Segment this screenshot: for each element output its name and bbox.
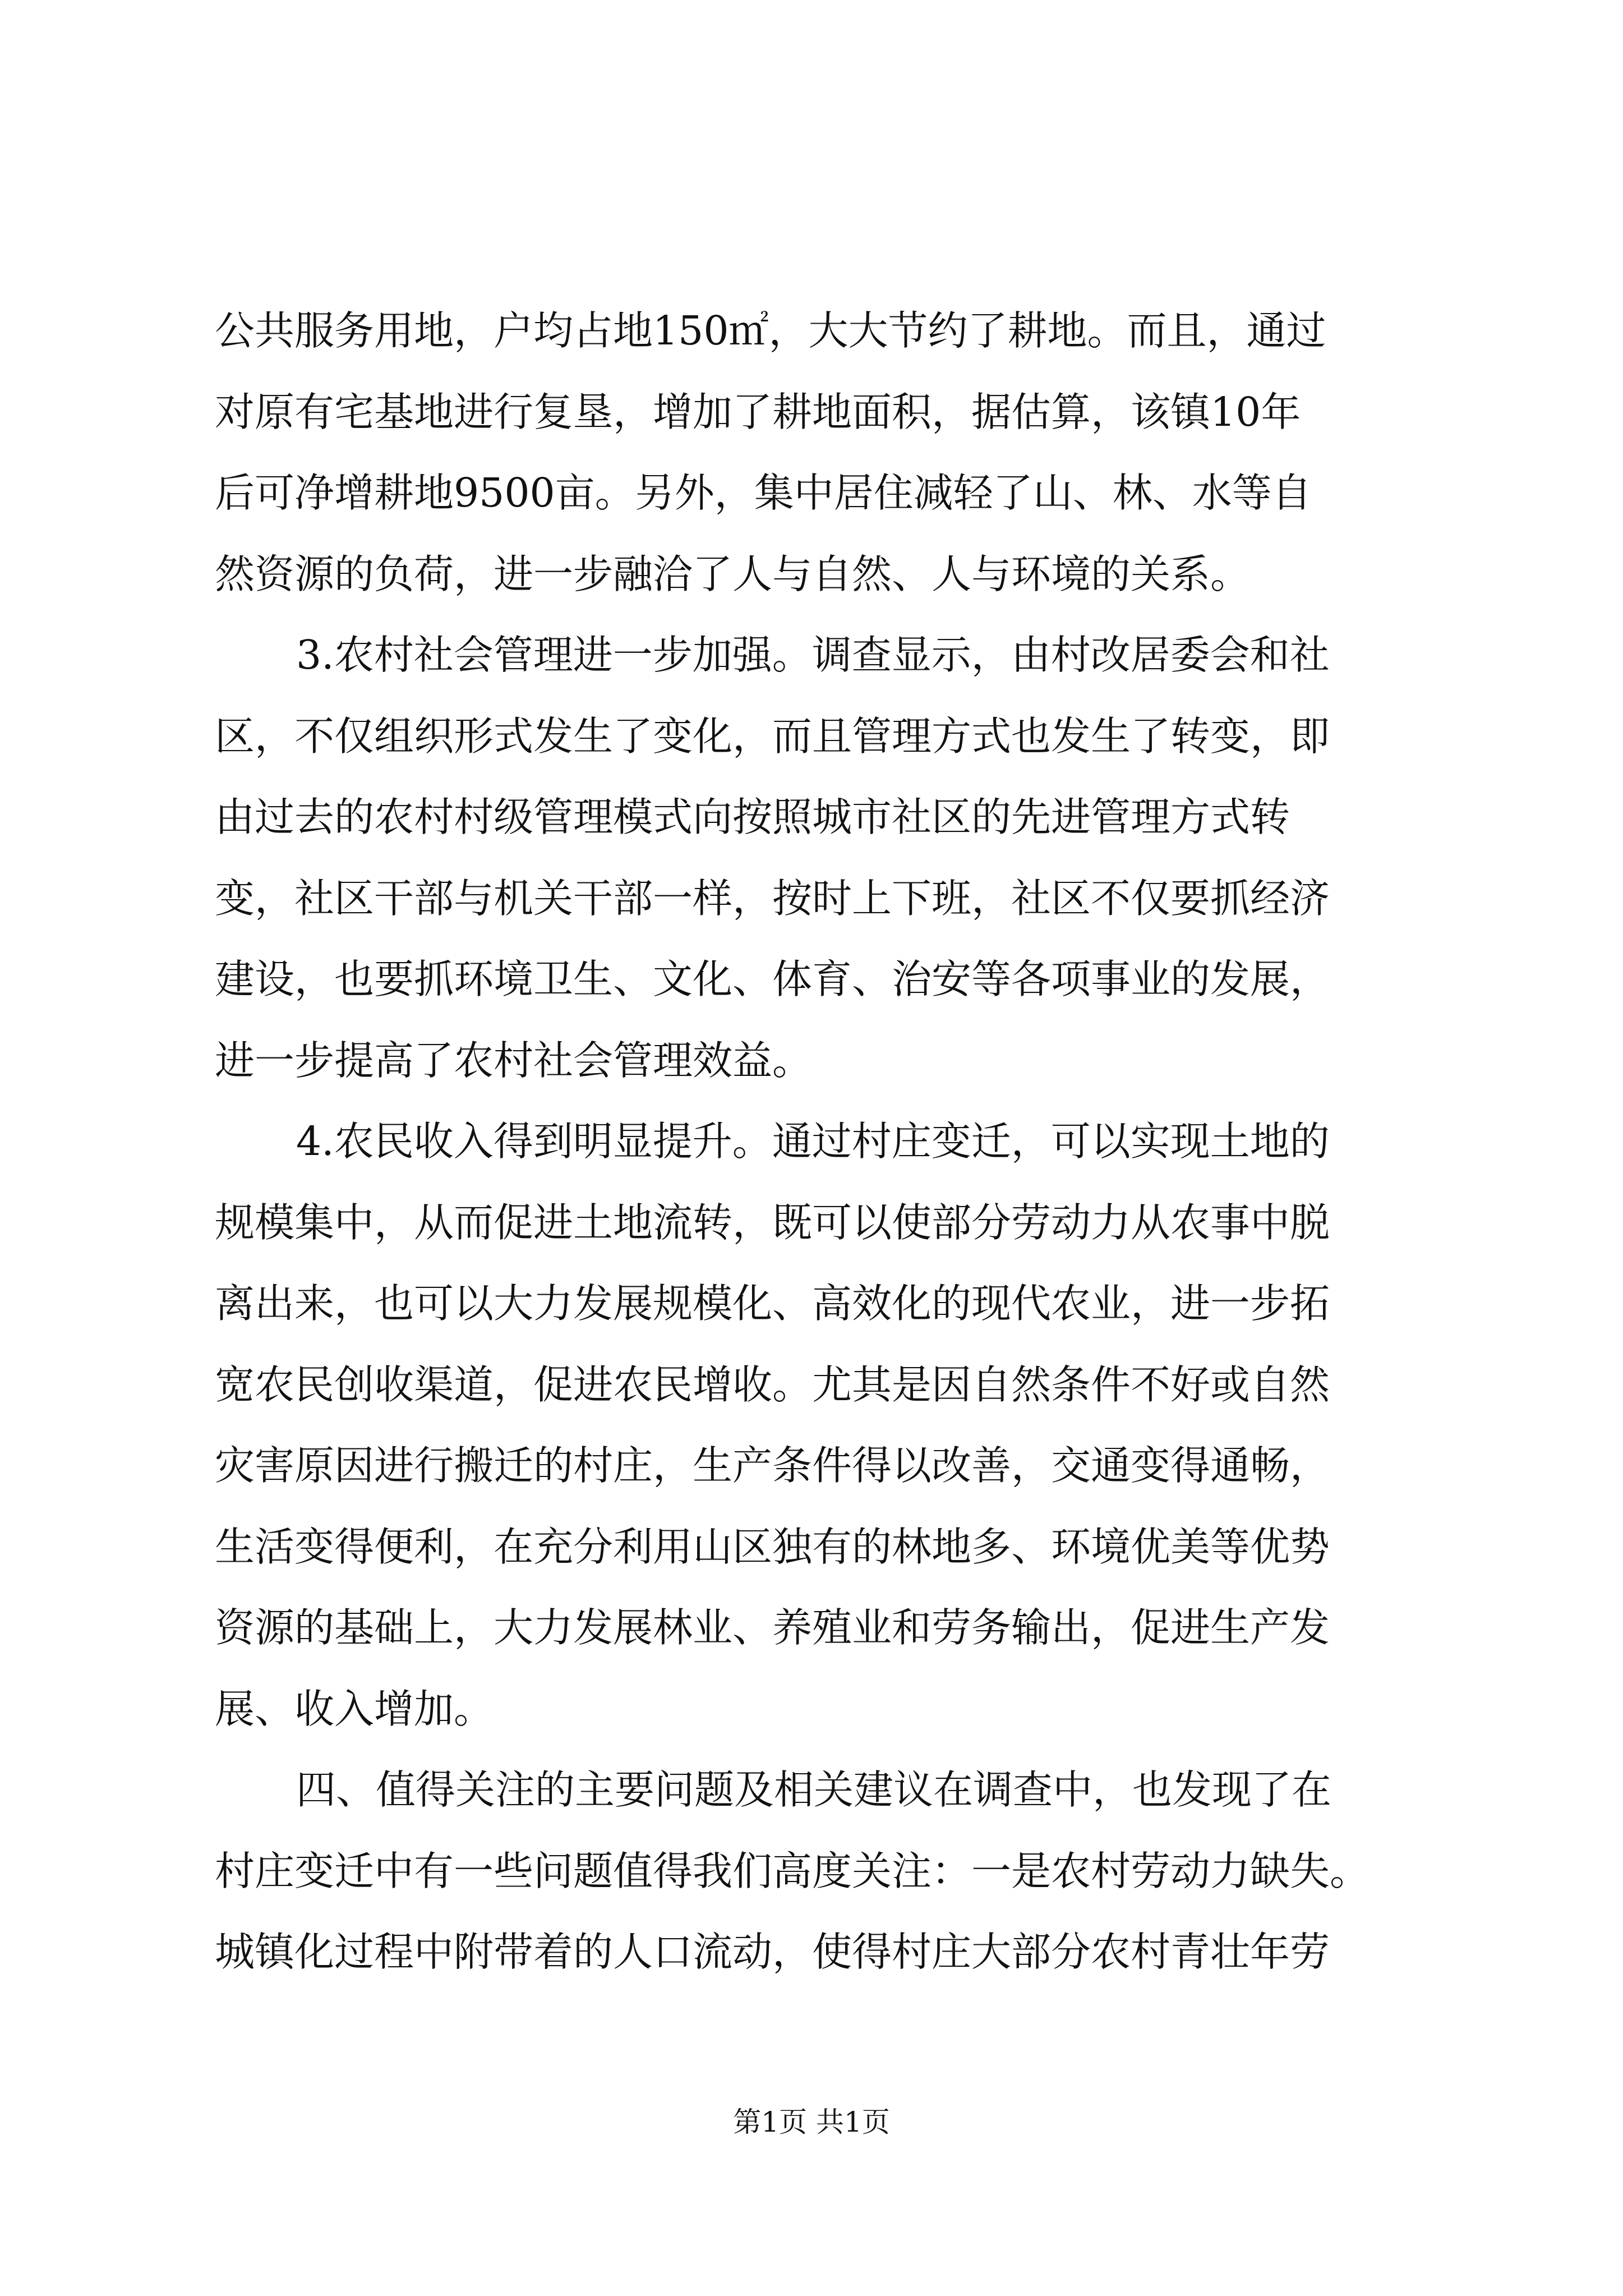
- text-line: 宽农民创收渠道，促进农民增收。尤其是因自然条件不好或自然: [215, 1361, 1330, 1408]
- body-text: [215, 291, 1421, 1993]
- text-line: 变，社区干部与机关干部一样，按时上下班，社区不仅要抓经济: [215, 875, 1330, 922]
- text-line: 生活变得便利，在充分利用山区独有的林地多、环境优美等优势: [215, 1523, 1330, 1570]
- text-line: 资源的基础上，大力发展林业、养殖业和劳务输出，促进生产发: [215, 1604, 1330, 1651]
- text-line: 然资源的负荷，进一步融洽了人与自然、人与环境的关系。: [215, 550, 1251, 597]
- text-line: 进一步提高了农村社会管理效益。: [215, 1037, 813, 1084]
- text-line: 灾害原因进行搬迁的村庄，生产条件得以改善，交通变得通畅，: [215, 1442, 1330, 1489]
- text-line: 离出来，也可以大力发展规模化、高效化的现代农业，进一步拓: [215, 1280, 1330, 1327]
- text-line: 展、收入增加。: [215, 1685, 494, 1732]
- paragraph-start-line: 3.农村社会管理进一步加强。调查显示，由村改居委会和社: [296, 632, 1330, 678]
- text-line: 城镇化过程中附带着的人口流动，使得村庄大部分农村青壮年劳: [215, 1929, 1330, 1975]
- text-line: 区，不仅组织形式发生了变化，而且管理方式也发生了转变，即: [215, 712, 1330, 760]
- text-line: 对原有宅基地进行复垦，增加了耕地面积，据估算，该镇10年: [215, 388, 1301, 435]
- text-line: 建设，也要抓环境卫生、文化、体育、治安等各项事业的发展，: [215, 956, 1330, 1002]
- text-line: 公共服务用地，户均占地150㎡，大大节约了耕地。而且，通过: [215, 307, 1326, 354]
- page-footer: 第1页 共1页: [733, 2106, 890, 2138]
- text-line: 由过去的农村村级管理模式向按照城市社区的先进管理方式转: [215, 794, 1290, 840]
- text-line: 村庄变迁中有一些问题值得我们高度关注：一是农村劳动力缺失。: [215, 1847, 1370, 1894]
- text-line: 规模集中，从而促进土地流转，既可以使部分劳动力从农事中脱: [215, 1199, 1330, 1246]
- paragraph-start-line: 四、值得关注的主要问题及相关建议在调查中，也发现了在: [296, 1766, 1332, 1813]
- paragraph-start-line: 4.农民收入得到明显提升。通过村庄变迁，可以实现土地的: [296, 1118, 1330, 1165]
- text-line: 后可净增耕地9500亩。另外，集中居住减轻了山、林、水等自: [215, 470, 1312, 516]
